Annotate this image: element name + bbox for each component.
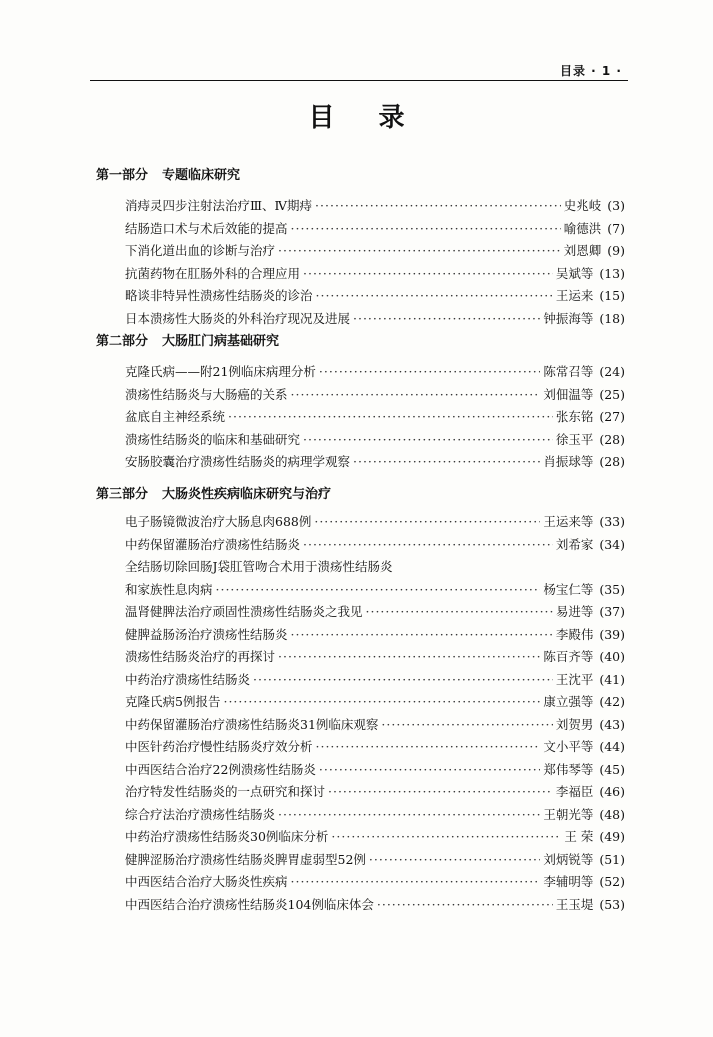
toc-entry[interactable] [125,782,625,805]
entry-author: 杨宝仁等 [543,581,594,597]
entry-title: 日本溃疡性大肠炎的外科治疗现况及进展 [125,310,351,326]
entry-page: (46) [599,784,625,799]
part-label: 第二部分 [96,334,149,349]
entry-author: 王朝光等 [543,806,594,822]
dot-leader [369,852,540,867]
entry-title: 中西医结合治疗大肠炎性疾病 [125,874,288,889]
dot-leader [291,221,561,236]
entry-page: (15) [599,288,625,303]
part-name: 大肠炎性疾病临床研究与治疗 [162,487,332,502]
entry-title: 电子肠镜微波治疗大肠息肉688例 [125,514,312,529]
entry-title: 和家族性息肉病 [125,581,213,597]
entry-page: (28) [599,454,625,469]
entry-author: 史兆岐 [563,198,602,213]
entry-page: (28) [599,431,625,447]
entry-author: 徐玉平 [555,431,594,447]
entry-author: 王 荣 [564,829,594,844]
entry-page: (25) [599,386,625,402]
entry-title: 溃疡性结肠炎治疗的再探讨 [125,649,276,664]
dot-leader [303,266,553,281]
entry-author: 王运来等 [543,514,594,529]
toc-entry[interactable] [125,850,625,873]
toc-entry[interactable] [125,219,625,242]
entry-author: 钟振海等 [543,310,594,326]
entry-title: 安肠胶囊治疗溃疡性结肠炎的病理学观察 [125,454,351,469]
toc-entry[interactable] [125,647,625,670]
toc-entry[interactable] [125,670,625,693]
entry-page: (18) [599,310,625,326]
entry-page: (34) [599,536,625,552]
entry-page: (7) [607,220,625,236]
dot-leader [278,807,540,822]
entry-title: 略谈非特异性溃疡性结肠炎的诊治 [125,288,313,303]
toc-entry[interactable] [125,760,625,783]
dot-leader [316,288,553,303]
entry-title: 综合疗法治疗溃疡性结肠炎 [125,806,276,822]
part-label: 第三部分 [96,487,149,502]
entry-title: 中药治疗溃疡性结肠炎30例临床分析 [125,829,329,844]
dot-leader [291,874,541,889]
entry-title: 克隆氏病——附21例临床病理分析 [125,364,316,379]
entry-author: 文小平等 [543,739,594,754]
dot-leader [331,829,561,844]
toc-entry[interactable] [125,557,625,580]
toc-entry[interactable] [125,580,625,603]
entry-page: (49) [599,829,625,844]
entry-page: (43) [599,716,625,732]
entry-author: 刘佃温等 [543,386,594,402]
entry-author: 王运来 [555,288,594,303]
entry-author: 张东铭 [555,409,594,424]
dot-leader [315,198,561,213]
toc-entry[interactable] [125,715,625,738]
entry-title: 溃疡性结肠炎的临床和基础研究 [125,431,301,447]
entry-title: 健脾益肠汤治疗溃疡性结肠炎 [125,626,288,642]
dot-leader [253,672,553,687]
dot-leader [353,311,540,326]
entry-title: 全结肠切除回肠J袋肛管吻合术用于溃疡性结肠炎 [125,559,393,574]
entry-author: 陈百齐等 [543,649,594,664]
toc-entry[interactable] [125,241,625,264]
entry-page: (39) [599,626,625,642]
entry-title: 盆底自主神经系统 [125,409,226,424]
toc-entry[interactable] [125,625,625,648]
toc-entry[interactable] [125,286,625,309]
dot-leader [316,739,541,754]
toc-entry[interactable] [125,362,625,385]
dot-leader [366,604,553,619]
toc-entry[interactable] [125,692,625,715]
dot-leader [291,627,553,642]
entry-title: 溃疡性结肠炎与大肠癌的关系 [125,386,288,402]
entry-page: (42) [599,694,625,709]
toc-entry[interactable] [125,535,625,558]
entry-title: 中西医结合治疗溃疡性结肠炎104例临床体会 [125,896,374,912]
toc-entry[interactable] [125,309,625,332]
part-heading [96,483,331,502]
entry-title: 中药保留灌肠治疗溃疡性结肠炎 [125,536,301,552]
entry-title: 中药保留灌肠治疗溃疡性结肠炎31例临床观察 [125,716,379,732]
dot-leader [319,364,540,379]
running-header [90,60,628,81]
entry-title: 中医针药治疗慢性结肠炎疗效分析 [125,739,313,754]
entry-page: (33) [599,514,625,529]
toc-entry[interactable] [125,452,625,475]
toc-entry[interactable] [125,827,625,850]
entry-title: 中药治疗溃疡性结肠炎 [125,671,251,687]
entry-title: 消痔灵四步注射法治疗Ⅲ、Ⅳ期痔 [125,198,313,213]
entry-author: 李殿伟 [555,626,594,642]
entry-author: 刘贺男 [555,716,594,732]
part-heading [96,330,279,349]
entry-author: 陈常召等 [543,364,594,379]
entry-author: 喻德洪 [563,220,602,236]
toc-entry[interactable] [125,430,625,453]
dot-leader [228,409,553,424]
entry-page: (41) [599,671,625,687]
toc-entry[interactable] [125,602,625,625]
toc-entry[interactable] [125,805,625,828]
entry-author: 康立强等 [543,694,594,709]
entry-title: 结肠造口术与术后效能的提高 [125,220,288,236]
entry-author: 刘希家 [555,536,594,552]
part-heading [96,164,240,183]
dot-leader [278,243,561,258]
dot-leader [381,717,552,732]
dot-leader [377,897,553,912]
entry-title: 下消化道出血的诊断与治疗 [125,243,276,258]
entry-author: 王玉堤 [555,896,594,912]
entry-page: (48) [599,806,625,822]
toc-entry[interactable] [125,512,625,535]
toc-entry[interactable] [125,895,625,918]
toc-entry[interactable] [125,407,625,430]
entry-page: (53) [599,896,625,912]
toc-entry[interactable] [125,737,625,760]
toc-entry[interactable] [125,264,625,287]
entry-page: (24) [599,364,625,379]
entry-page: (37) [599,604,625,619]
toc-entry[interactable] [125,385,625,408]
entry-page: (13) [599,265,625,281]
dot-leader [216,582,541,597]
dot-leader [278,649,540,664]
dot-leader [314,514,540,529]
dot-leader [353,454,540,469]
entry-author: 易进等 [555,604,594,619]
entry-author: 王沈平 [555,671,594,687]
entry-list [125,362,625,475]
running-head: 目录 · 1 · [559,64,622,78]
entry-list [125,196,625,331]
entry-title: 抗菌药物在肛肠外科的合理应用 [125,265,301,281]
entry-page: (51) [599,851,625,867]
dot-leader [328,784,553,799]
entry-page: (9) [607,243,625,258]
entry-author: 李福臣 [555,784,594,799]
entry-author: 肖振球等 [543,454,594,469]
part-label: 第一部分 [96,168,149,183]
dot-leader [291,387,541,402]
dot-leader [223,694,540,709]
entry-list [125,512,625,917]
entry-page: (3) [607,198,625,213]
entry-author: 李辅明等 [543,874,594,889]
entry-page: (52) [599,874,625,889]
dot-leader [303,537,553,552]
entry-page: (44) [599,739,625,754]
toc-entry[interactable] [125,196,625,219]
entry-page: (35) [599,581,625,597]
entry-page: (27) [599,409,625,424]
toc-entry[interactable] [125,872,625,895]
entry-title: 中西医结合治疗22例溃疡性结肠炎 [125,761,316,777]
dot-leader [319,762,540,777]
entry-author: 郑伟琴等 [543,761,594,777]
part-name: 专题临床研究 [162,168,241,183]
entry-page: (45) [599,761,625,777]
dot-leader [303,432,553,447]
entry-author: 刘炳锐等 [543,851,594,867]
page-title: 目录 [308,103,449,133]
entry-title: 健脾涩肠治疗溃疡性结肠炎脾胃虚弱型52例 [125,851,366,867]
entry-title: 克隆氏病5例报告 [125,694,221,709]
part-name: 大肠肛门病基础研究 [162,334,280,349]
entry-title: 温肾健脾法治疗顽固性溃疡性结肠炎之我见 [125,604,363,619]
entry-title: 治疗特发性结肠炎的一点研究和探讨 [125,784,326,799]
entry-author: 刘恩卿 [563,243,602,258]
entry-page: (40) [599,649,625,664]
entry-author: 吴斌等 [555,265,594,281]
